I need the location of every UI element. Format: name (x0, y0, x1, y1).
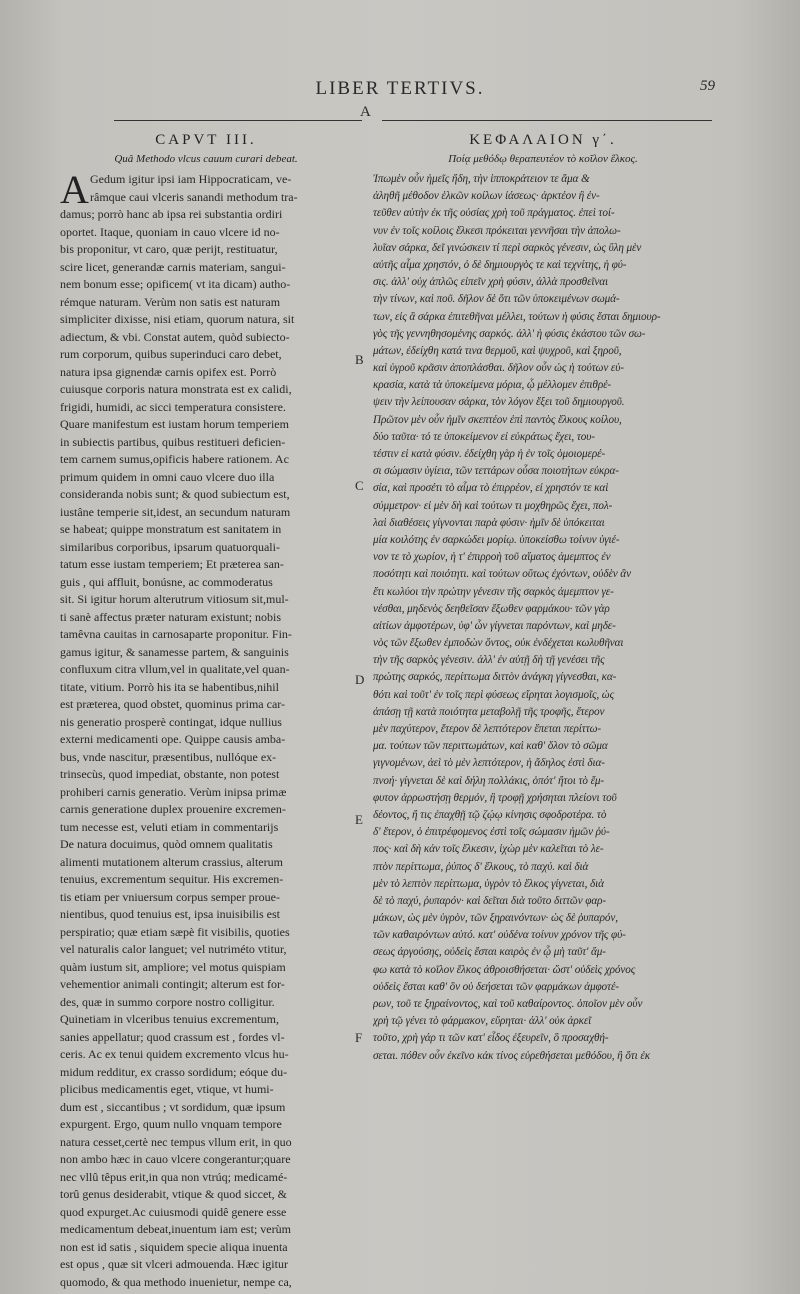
text-line: oportet. Itaque, quoniam in cauo vlcere id no- (60, 224, 280, 239)
text-line: nem bonum esse; opificem( vt ita dicam) autho- (60, 277, 291, 291)
text-line: cuiusque corporis natura monstrata est ex calidi, (60, 382, 292, 396)
text-line: De natura docuimus, quòd omnem qualitatis (60, 837, 273, 851)
text-line: δὲ τὸ παχύ, ῥυπαρόν· καὶ δεῖται διὰ τοῦτο διττῶν φαρ- (373, 894, 607, 907)
text-line: σι σώμασιν ὑγίεια, τῶν τεττάρων οὖσα ποιοτήτων εὐκρα- (373, 465, 619, 478)
text-line: ti sanè affectus præter naturam existunt; nobis (60, 609, 282, 624)
latin-chapter-title: CAPVT III. (155, 132, 257, 148)
text-line: frigidi, humidi, ac sicci temperatura consistere. (60, 399, 286, 414)
text-line: tamêvna cauitas in carnosaparte proponitur. Fin- (60, 627, 292, 641)
text-line: consideranda nobis sunt; & quod subiectum est, (60, 487, 290, 501)
greek-text (373, 171, 713, 1065)
latin-chapter-subtitle: Quâ Methodo vlcus cauum curari debeat. (114, 153, 298, 165)
text-line: plicibus medicamentis eget, vtique, vt humi- (60, 1082, 274, 1096)
margin-marker: C (355, 478, 364, 493)
text-line: πτὸν περίττωμα, ῥύπος δ' ἕλκους, τὸ παχύ. καὶ διὰ (373, 860, 589, 873)
text-line: trinsecùs, quod impediat, obstante, non potest (60, 767, 280, 781)
margin-marker: B (355, 352, 364, 367)
text-line: τὴν τίνων, καὶ ποῦ. δῆλον δὲ ὅτι τῶν ὑποκειμένων σωμά- (373, 293, 620, 306)
text-line: nientibus, quod tenuius est, ipsa inuisibilis est (60, 907, 280, 921)
text-line: ψειν τὴν λείπουσαν σάρκα, τὸν λόγον ἕξει τοῦ δημιουργοῦ. (373, 396, 625, 409)
text-line: τεῦθεν αὐτὴν ἐκ τῆς οὐσίας χρὴ τοῦ πράγματος. ἐπεὶ τοί- (373, 207, 615, 220)
text-line: tis etiam per vniuersum corpus semper proue- (60, 889, 280, 904)
text-line: οὐδεὶς ἔσται καθ' ὃν οὐ δεήσεται τῶν φαρμάκων ἀμφοτέ- (373, 980, 619, 993)
text-line: adiectum, & vbi. Constat autem, quòd subiecto- (60, 329, 290, 344)
text-line: simpliciter dixisse, nisi etiam, quorum natura, sit (60, 312, 295, 326)
text-line: medicamentum debeat,inuentum iam est; verùm (60, 1222, 291, 1236)
text-line: αἰτίων ἀμφοτέρων, ὑφ' ὧν γίγνεται παρόντων, καὶ μηδε- (373, 619, 616, 632)
text-line: expurgent. Ergo, quum nullo vnquam tempore (60, 1117, 282, 1131)
text-line: νὸς τῶν ἔξωθεν ἐμποδὼν ὄντος, οὐκ ἐνδέχεται κωλυθῆναι (373, 637, 624, 650)
text-line: Gedum igitur ipsi iam Hippocraticam, ve- (90, 172, 292, 186)
text-line: δύο ταῦτα· τό τε ὑποκείμενον εἰ εὐκράτως ἔχει, του- (373, 430, 595, 443)
text-line: τέστιν εἰ κατὰ φύσιν. ἐδείχθη γὰρ ἡ ἐν τοῖς ὁμοιομερέ- (373, 448, 606, 460)
running-head: LIBER TERTIVS. (315, 78, 485, 99)
text-line: confluxum citra vllum,vel in qualitate,vel quan- (60, 662, 290, 676)
text-line: των, εἰς ἃ σάρκα ἐπιτεθῆναι μέλλει, τούτων ἡ φύσις ἔσται δημιουρ- (373, 310, 661, 323)
text-line: Quare manifestum est iustam horum temperiem (60, 417, 289, 431)
text-line: quod expurget.Ac cuiusmodi quidê genere esse (60, 1204, 287, 1219)
text-line: primum quidem in omni cauo vlcere duo illa (60, 469, 275, 484)
margin-marker: D (355, 672, 365, 687)
text-line: ἁπάσῃ τῇ κατὰ ποιότητα μεταβολῇ τῆς τροφῆς, ἕτερον (373, 705, 605, 718)
text-line: natura cesset,certè nec tempus vllum erit, in quo (60, 1134, 292, 1149)
greek-chapter-subtitle: Ποίᾳ μεθόδῳ θεραπευτέον τὸ κοῖλον ἕλκος. (448, 153, 638, 165)
greek-chapter-title: ΚΕΦΑΛΑΙΟΝ γ΄. (469, 132, 617, 148)
text-line: Πρῶτον μὲν οὖν ἡμῖν σκεπτέον ἐπὶ παντὸς ἕλκους κοίλου, (373, 413, 622, 426)
text-line: torû genus desiderabit, vtique & quod siccet, & (60, 1187, 287, 1201)
text-line: θότι καὶ τοῦτ' ἐν τοῖς περὶ φύσεως εἴρηται λογισμοῖς, ὡς (373, 688, 615, 701)
greek-column (373, 130, 713, 1065)
text-line: sanies appellatur; quod crassum est , fordes vl- (60, 1029, 285, 1044)
text-line: nis generatio prosperè contingat, idque nullius (60, 714, 282, 729)
text-line: tum necesse est, veluti etiam in commentarijs (60, 819, 279, 834)
text-line: φω κατὰ τὸ κοῖλον ἕλκος ἀθροισθήσεται· ὥστ' οὐδεὶς χρόνος (373, 963, 636, 976)
text-line: midum redditur, ex crasso sordidum; eóque du- (60, 1064, 288, 1079)
text-line: est opus , quæ sit vlceri admouenda. Hæc igitur (60, 1257, 288, 1271)
text-line: λυῖαν σάρκα, δεῖ γινώσκειν τί περὶ σαρκὸς γένεσιν, ὡς ὕλη μὲν (373, 241, 642, 254)
text-line: prohiberi carnis generatio. Verùm inipsa primæ (60, 784, 287, 799)
text-line: πος· καὶ δὴ κἀν τοῖς ἕλκεσιν, ἰχὼρ μὲν καλεῖται τὸ λε- (373, 843, 604, 856)
text-line: μὲν παχύτερον, ἕτερον δὲ λεπτότερον ἕπεται περίττω- (373, 723, 602, 735)
latin-column (60, 130, 352, 1291)
text-line: vehementior animali contingit; alterum est for- (60, 977, 285, 991)
text-line: πρώτης σαρκός, περίττωμα διττὸν ἀνάγκη γίγνεσθαι, κα- (373, 671, 617, 684)
text-line: μάτων, ἐδείχθη κατά τινα θερμοῦ, καὶ ψυχροῦ, καὶ ξηροῦ, (373, 344, 622, 357)
text-line: non ambo hæc in cauo vlcere congerantur;quare (60, 1152, 291, 1166)
text-line: τῶν καθαιρόντων αὐτό. κατ' οὐδένα τοίνυν χρόνον τῆς φύ- (373, 929, 626, 942)
text-line: alimenti mutationem alterum crassius, alterum (60, 854, 283, 869)
text-line: des, quæ in summo corpore nostro colligitur. (60, 994, 275, 1009)
text-line: μὲν τὸ λεπτὸν περίττωμα, ὑγρὸν τὸ ἕλκος γίγνεται, διὰ (373, 877, 604, 890)
text-line: carnis generatione duplex prouenire excremen- (60, 802, 286, 816)
text-line: in subiectis partibus, quibus restitueri deficien- (60, 434, 286, 449)
text-line: Ἰπωμὲν οὖν ἡμεῖς ἤδη, τὴν ἱπποκράτειον τε ἅμα & (373, 173, 590, 185)
signature-mark: A (360, 104, 371, 120)
text-line: κρασία, κατὰ τὰ ὑποκείμενα μόρια, ᾧ μέλλομεν ἐπιθρέ- (373, 379, 612, 392)
text-line: καὶ ὑγροῦ κρᾶσιν ἀποπλάσθαι. δῆλον οὖν ὡς ἡ τούτων εὐ- (373, 362, 624, 375)
text-line: vel naturalis calor languet; vel nutriméto vtitur, (60, 942, 287, 956)
text-line: λαὶ διαθέσεις γίγνονται παρὰ φύσιν· ἡμῖν δὲ ὑπόκειται (373, 516, 605, 529)
header-rule-left (114, 120, 362, 121)
text-line: ἀληθῆ μέθοδον ἑλκῶν κοίλων ἰάσεως· ἀρκτέον ἢ ἐν- (373, 190, 600, 203)
text-line: guis , qui affluit, bonúsne, ac commoderatus (60, 574, 273, 589)
text-line: dum est , siccantibus ; vt sordidum, quæ ipsum (60, 1099, 286, 1114)
text-line: râmque caui vlceris sanandi methodum tra- (90, 189, 298, 204)
text-line: μάκων, ὡς μὲν ὑγρὸν, τῶν ξηραινόντων· ὡς δὲ ῥυπαρόν, (373, 912, 618, 925)
text-line: φυτον ἀρρωστήσῃ θερμόν, ἢ τροφῇ χρήσηται πλείονι τοῦ (373, 791, 617, 804)
text-line: τοῦτο, χρὴ γάρ τι τῶν κατ' εἶδος ἐξευρεῖν, ὃ προσαχθή- (373, 1032, 609, 1045)
text-line: iustâne temperie sit,idest, an secundum naturam (60, 504, 291, 519)
text-line: σία, καὶ προσέτι τὸ αἷμα τὸ ἐπιρρέον, εἰ χρηστόν τε καὶ (373, 482, 609, 495)
text-line: quàm iustum sit, ampliore; vel motus quispiam (60, 959, 286, 974)
drop-cap: A (60, 167, 89, 212)
text-line: bus, vnde nascitur, præsentibus, nullóque ex- (60, 749, 277, 764)
latin-text (60, 167, 352, 1291)
text-line: perspiratio; quæ etiam sæpè fit visibilis, quoties (60, 924, 290, 939)
text-line: scire licet, generandæ carnis materiam, sangui- (60, 259, 286, 274)
text-line: χρὴ τῷ γένει τὸ φάρμακον, εὕρηται· ἀλλ' οὐκ ἀρκεῖ (373, 1015, 592, 1028)
text-line: πνοή· γίγνεται δὲ καὶ δήλη πολλάκις, ὁπότ' ἤτοι τὸ ἔμ- (373, 774, 605, 787)
text-line: ποσότητι καὶ ποιότητι. καὶ τούτων οὕτως ἐχόντων, οὐδὲν ἂν (373, 568, 631, 581)
text-line: μία κοιλότης ἐν σαρκώδει μορίῳ. ὑποκείσθω τοίνυν ὑγιέ- (373, 533, 620, 546)
text-line: se habeat; quippe monstratum est sanitatem in (60, 522, 282, 536)
text-line: νυν ἐν τοῖς κοίλοις ἕλκεσι πρόκειται γεννῆσαι τὴν ἀπολω- (373, 224, 621, 237)
text-line: γιγνομένων, ἀεὶ τὸ μὲν λεπτότερον, ἡ ἄδηλος ἐστὶ δια- (373, 757, 605, 770)
margin-marker: E (355, 812, 363, 827)
text-line: δέοντος, ἤ τις ἐπαχθῇ τῷ ζῴῳ κίνησις σφοδροτέρα. τὸ (373, 808, 607, 821)
text-line: titate, vitium. Porrò his ita se habentibus,nihil (60, 679, 279, 694)
text-line: ἔτι κωλύοι τὴν πρώτην γένεσιν τῆς σαρκὸς ἀμεμπτον γε- (373, 585, 614, 598)
text-line: μα. τούτων τῶν περιττωμάτων, καὶ καθ' ὅλον τὸ σῶμα (373, 740, 608, 753)
text-line: tem carnem sumus,opificis habere rationem. Ac (60, 452, 289, 466)
text-line: damus; porrò hanc ab ipsa rei substantia ordiri (60, 207, 283, 221)
text-line: sit. Si igitur horum alterutrum vitiosum sit,mul- (60, 592, 289, 606)
text-line: est præterea, quod obstet, quominus prima car- (60, 697, 286, 711)
text-line: δ' ἕτερον, ὁ ἐπιτρέφομενος ἐστὶ τοῖς σώμασιν ἡμῶν ῥύ- (373, 826, 610, 839)
text-line: rémque naturam. Verùm non satis est naturam (60, 294, 281, 309)
text-line: σεται. πόθεν οὖν ἐκεῖνο κἀκ τίνος εὑρεθήσεται μεθόδου, ἢ ὅτι ἐκ (373, 1049, 650, 1062)
header-rule-right (382, 120, 712, 121)
text-line: non est id satis , siquidem specie aliqua inuenta (60, 1239, 288, 1254)
text-line: externi medicamenti ope. Quippe causis amba- (60, 732, 286, 746)
text-line: bis proponitur, vt caro, quæ perijt, restituatur, (60, 242, 278, 256)
text-line: σις. ἀλλ' οὐχ ἁπλῶς εἰπεῖν χρὴ φύσιν, ἀλλὰ προσθεῖναι (373, 276, 609, 289)
text-line: τὴν τῆς σαρκὸς γένεσιν. ἀλλ' ἐν αὐτῇ δὴ τῇ γενέσει τῆς (373, 654, 605, 667)
text-line: quomodo, & qua methodo inuenietur, nempe ca, (60, 1274, 292, 1289)
text-line: tenuius, excrementum sequitur. His excremen- (60, 872, 284, 886)
text-line: ρων, τοῦ τε ξηραίνοντος, καὶ τοῦ καθαίροντος. ὁποῖον μὲν οὖν (373, 998, 643, 1010)
page-number: 59 (700, 78, 715, 94)
text-line: γὸς τῆς γεννηθησομένης σαρκός. ἀλλ' ἡ φύσις ἑκάστου τῶν σω- (373, 327, 646, 340)
text-line: Quinetiam in vlceribus tenuius excrementum, (60, 1012, 279, 1026)
text-line: gamus igitur, & sanamesse partem, & sanguinis (60, 644, 289, 659)
text-line: νέσθαι, μηδενὸς δεηθεῖσαν ἔξωθεν φαρμάκου· τῶν γὰρ (373, 602, 610, 615)
margin-marker: F (355, 1030, 363, 1045)
text-line: natura ipsa gignendæ carnis opifex est. Porrò (60, 364, 277, 379)
text-line: νον τε τὸ χωρίον, ἡ τ' ἐπιρροὴ τοῦ αἵματος ἀμεμπτος ἐν (373, 551, 611, 564)
text-line: tatum esse iustam temperiem; Et præterea san- (60, 557, 284, 571)
text-line: αὐτῆς αἷμα χρηστόν, ὁ δὲ δημιουργὸς τε καὶ τεχνίτης, ἡ φύ- (373, 258, 627, 271)
text-line: rum corporum, quibus superinduci caro debet, (60, 347, 282, 361)
text-line: ceris. Ac ex tenui quidem excremento vlcus hu- (60, 1047, 289, 1061)
text-line: similaribus corporibus, ipsarum quatuorquali- (60, 539, 280, 554)
text-line: nec vllû têpus erit,in qua non vtrúq; medicamé- (60, 1169, 288, 1184)
text-line: σύμμετρον· εἰ μὲν δὴ καὶ τούτων τι μοχθηρῶς ἔχει, πολ- (373, 499, 613, 512)
text-line: σεως ἀργούσης, οὐδεὶς ἔσται καιρὸς ἐν ᾧ μὴ ταῦτ' ἄμ- (373, 946, 606, 959)
